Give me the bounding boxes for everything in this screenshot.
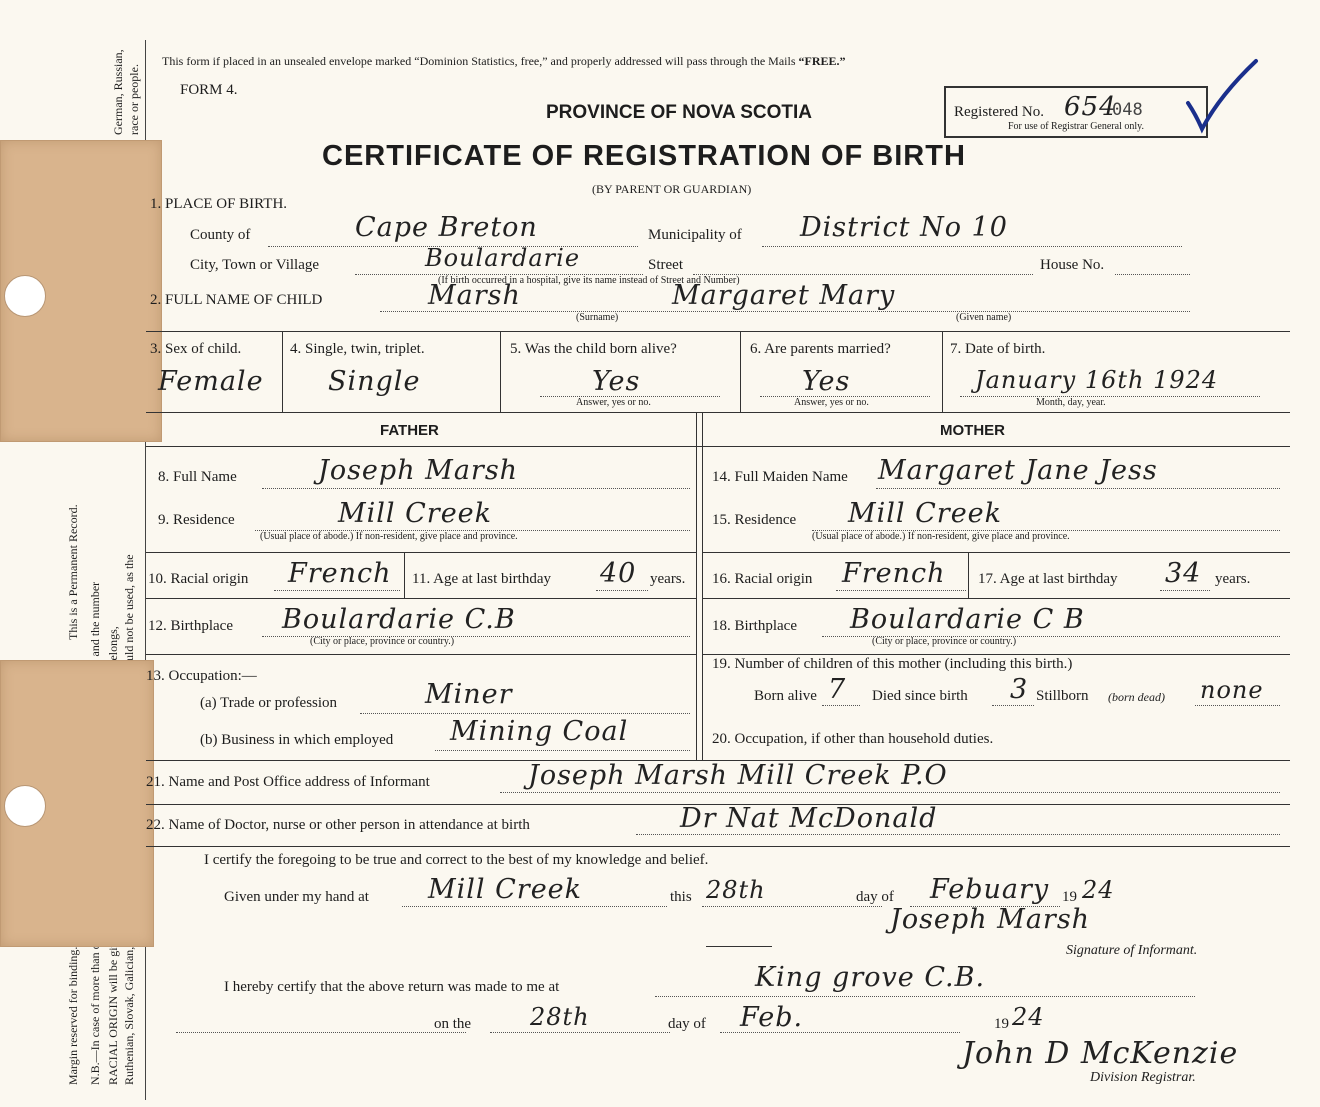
given-place-value: Mill Creek — [428, 874, 583, 905]
father-age-value: 40 — [600, 558, 637, 589]
sex-value: Female — [158, 366, 264, 397]
given-day-value: 28th — [706, 876, 766, 904]
registrar-caption: Division Registrar. — [1090, 1070, 1196, 1085]
mother-birthplace-label: 18. Birthplace — [712, 618, 797, 634]
registered-label: Registered No. — [954, 104, 1044, 120]
mother-racial-value: French — [842, 558, 946, 589]
registrar-day-line — [490, 1032, 670, 1033]
father-residence-label: 9. Residence — [158, 512, 235, 528]
certificate-title: CERTIFICATE OF REGISTRATION OF BIRTH — [322, 140, 966, 172]
city-label: City, Town or Village — [190, 257, 320, 273]
center-divider — [702, 412, 703, 760]
row-divider — [702, 552, 1290, 553]
registrar-place-line — [655, 996, 1195, 997]
day-of-label: day of — [856, 889, 894, 905]
informant-line — [500, 792, 1280, 793]
year-value: 24 — [1082, 876, 1115, 904]
mother-birthplace-caption: (City or place, province or country.) — [872, 636, 1017, 647]
stillborn-note: (born dead) — [1108, 690, 1165, 704]
col-divider — [500, 331, 501, 412]
mother-years-label: years. — [1215, 571, 1251, 587]
signature-caption: Signature of Informant. — [1066, 943, 1198, 958]
row-divider — [146, 654, 696, 655]
registrar-note: For use of Registrar General only. — [1008, 121, 1144, 132]
born-alive-value: 7 — [828, 674, 847, 705]
row-divider — [702, 598, 1290, 599]
col-divider — [282, 331, 283, 412]
mother-age-value: 34 — [1165, 558, 1202, 589]
registered-handwritten: 654 — [1064, 92, 1117, 122]
married-value: Yes — [802, 366, 851, 397]
given-place-line — [402, 906, 667, 907]
house-line — [1115, 274, 1190, 275]
sex-label: 3. Sex of child. — [150, 341, 242, 357]
city-value: Boulardarie — [425, 244, 581, 272]
short-rule — [706, 946, 772, 947]
col-divider — [404, 552, 405, 598]
plurality-value: Single — [328, 366, 421, 397]
margin-top-note-1: German, Russian, — [111, 49, 125, 135]
county-label: County of — [190, 227, 251, 243]
given-day-line — [702, 906, 882, 907]
father-abode-note: (Usual place of abode.) If non-resident, give place and province. — [260, 531, 518, 542]
mother-racial-label: 16. Racial origin — [712, 571, 813, 587]
stillborn-line — [1195, 705, 1280, 706]
father-occupation-label: 13. Occupation:— — [146, 668, 257, 684]
col-divider — [942, 331, 943, 412]
dob-line — [960, 396, 1260, 397]
margin-top-note-2: race or people. — [127, 64, 141, 135]
row-divider — [146, 552, 696, 553]
registration-box — [944, 86, 1208, 138]
stillborn-label: Stillborn — [1036, 688, 1089, 704]
registrar-statement: I hereby certify that the above return was made to me at — [224, 979, 560, 995]
row-divider — [702, 654, 1290, 655]
father-trade-label: (a) Trade or profession — [200, 695, 338, 711]
born-alive-line — [822, 705, 860, 706]
doctor-line — [636, 834, 1280, 835]
dob-label: 7. Date of birth. — [950, 341, 1046, 357]
father-racial-label: 10. Racial origin — [148, 571, 249, 587]
alive-caption: Answer, yes or no. — [576, 397, 651, 408]
registrar-signature: John D McKenzie — [962, 1036, 1239, 1071]
informant-value: Joseph Marsh Mill Creek P.O — [528, 760, 948, 791]
punch-hole-bottom — [4, 785, 46, 827]
registrar-year-value: 24 — [1012, 1003, 1045, 1031]
father-business-line — [435, 750, 690, 751]
registrar-day-of-label: day of — [668, 1016, 706, 1032]
registrar-month-value: Feb. — [740, 1002, 804, 1033]
registrar-year-prefix: 19 — [994, 1016, 1009, 1032]
col-divider — [968, 552, 969, 598]
mother-heading: MOTHER — [940, 422, 1005, 439]
year-prefix: 19 — [1062, 889, 1077, 905]
father-name-value: Joseph Marsh — [318, 455, 519, 486]
father-birthplace-value: Boulardarie C.B — [282, 604, 516, 635]
died-label: Died since birth — [872, 688, 968, 704]
dob-caption: Month, day, year. — [1036, 397, 1106, 408]
father-age-line — [596, 590, 648, 591]
father-business-value: Mining Coal — [450, 716, 629, 747]
plurality-label: 4. Single, twin, triplet. — [290, 341, 425, 357]
col-divider — [740, 331, 741, 412]
hospital-note: (If birth occurred in a hospital, give its name instead of Street and Number) — [438, 275, 740, 286]
row-divider — [146, 846, 1290, 847]
mother-age-line — [1160, 590, 1210, 591]
child-name-label: 2. FULL NAME OF CHILD — [150, 292, 323, 308]
father-trade-line — [360, 713, 690, 714]
house-label: House No. — [1040, 257, 1105, 273]
municipality-label: Municipality of — [648, 227, 742, 243]
check-mark-icon — [1180, 55, 1260, 135]
father-trade-value: Miner — [425, 679, 513, 710]
doctor-label: 22. Name of Doctor, nurse or other person in attendance at birth — [146, 817, 530, 833]
registrar-day-value: 28th — [530, 1003, 590, 1031]
child-given-value: Margaret Mary — [672, 280, 896, 311]
alive-label: 5. Was the child born alive? — [510, 341, 677, 357]
child-name-line — [380, 311, 1190, 312]
born-alive-label: Born alive — [754, 688, 817, 704]
father-residence-value: Mill Creek — [338, 498, 493, 529]
mother-birthplace-value: Boulardarie C B — [850, 604, 1085, 635]
county-value: Cape Breton — [355, 212, 538, 243]
father-birthplace-caption: (City or place, province or country.) — [310, 636, 455, 647]
registrar-place-value: King grove C.B. — [755, 962, 986, 993]
mother-racial-line — [836, 590, 966, 591]
mother-name-line — [876, 488, 1280, 489]
given-label: Given under my hand at — [224, 889, 369, 905]
mother-age-label: 17. Age at last birthday — [978, 571, 1118, 587]
on-the-label: on the — [434, 1016, 472, 1032]
form-number: FORM 4. — [180, 82, 238, 98]
postal-notice: This form if placed in an unsealed envelope marked “Dominion Statistics, free,” and properly addressed will pass through the Mails “FREE.” — [162, 54, 846, 68]
married-label: 6. Are parents married? — [750, 341, 891, 357]
father-name-line — [262, 488, 690, 489]
father-years-label: years. — [650, 571, 686, 587]
mother-name-value: Margaret Jane Jess — [878, 455, 1158, 486]
mother-residence-value: Mill Creek — [848, 498, 1003, 529]
father-birthplace-label: 12. Birthplace — [148, 618, 233, 634]
given-caption: (Given name) — [956, 312, 1012, 323]
alive-value: Yes — [592, 366, 641, 397]
given-month-value: Febuary — [930, 874, 1050, 905]
row-divider — [146, 412, 1290, 413]
married-caption: Answer, yes or no. — [794, 397, 869, 408]
place-of-birth-heading: 1. PLACE OF BIRTH. — [150, 196, 288, 212]
center-divider — [696, 412, 697, 760]
father-racial-line — [274, 590, 400, 591]
street-label: Street — [648, 257, 683, 273]
municipality-line — [762, 246, 1182, 247]
registered-stamped: 048 — [1112, 100, 1143, 120]
margin-note-binding: Margin reserved for binding. — [66, 946, 80, 1085]
municipality-value: District No 10 — [800, 212, 1008, 243]
father-business-label: (b) Business in which employed — [200, 732, 394, 748]
row-divider — [146, 446, 1290, 447]
certificate-subtitle: (BY PARENT OR GUARDIAN) — [592, 182, 752, 196]
dob-value: January 16th 1924 — [975, 366, 1219, 394]
child-surname-value: Marsh — [428, 280, 521, 311]
father-heading: FATHER — [380, 422, 439, 439]
died-value: 3 — [1010, 674, 1029, 705]
informant-signature: Joseph Marsh — [890, 904, 1091, 935]
informant-label: 21. Name and Post Office address of Informant — [146, 774, 430, 790]
mother-name-label: 14. Full Maiden Name — [712, 469, 848, 485]
province-heading: PROVINCE OF NOVA SCOTIA — [546, 102, 813, 123]
father-name-label: 8. Full Name — [158, 469, 237, 485]
row-divider — [146, 598, 696, 599]
certify-statement: I certify the foregoing to be true and correct to the best of my knowledge and belief. — [204, 852, 709, 868]
doctor-value: Dr Nat McDonald — [680, 803, 938, 834]
this-label: this — [670, 889, 692, 905]
father-age-label: 11. Age at last birthday — [412, 571, 551, 587]
mother-abode-note: (Usual place of abode.) If non-resident, give place and province. — [812, 531, 1070, 542]
surname-caption: (Surname) — [576, 312, 619, 323]
margin-note-permanent: This is a Permanent Record. — [66, 504, 80, 640]
registrar-blank-line — [176, 1032, 466, 1033]
punch-hole-top — [4, 275, 46, 317]
mother-residence-label: 15. Residence — [712, 512, 797, 528]
father-racial-value: French — [288, 558, 392, 589]
mother-children-label: 19. Number of children of this mother (including this birth.) — [712, 656, 1073, 672]
mother-occupation-label: 20. Occupation, if other than household duties. — [712, 731, 994, 747]
died-line — [992, 705, 1034, 706]
stillborn-value: none — [1200, 676, 1264, 704]
street-line — [693, 274, 1033, 275]
row-divider — [146, 331, 1290, 332]
